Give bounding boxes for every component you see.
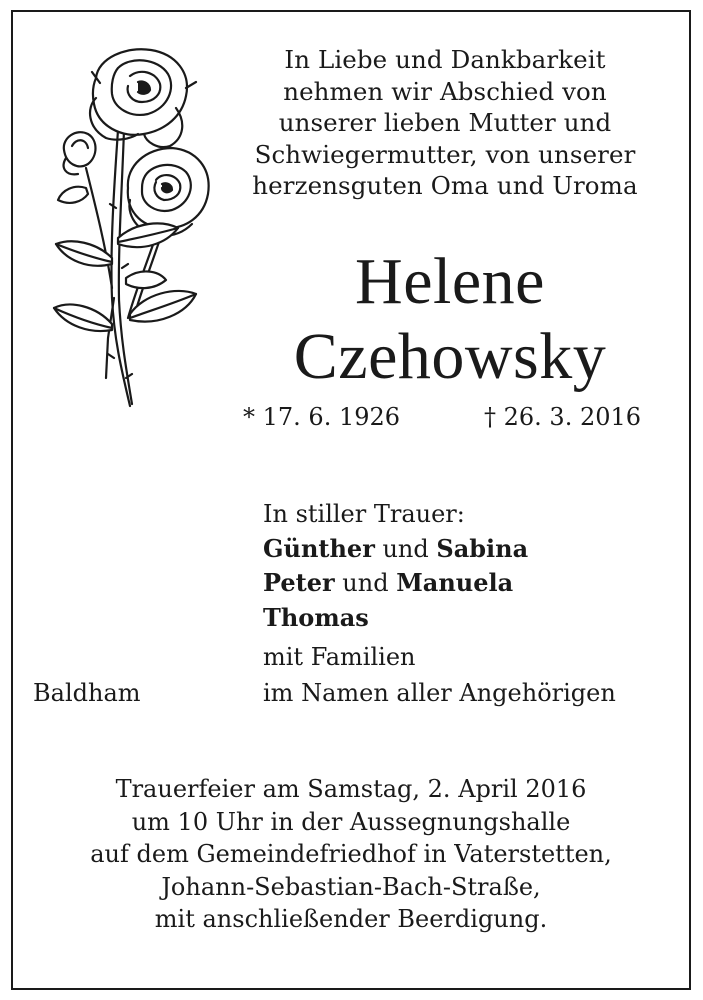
deceased-last-name: Czehowsky <box>293 320 607 393</box>
birth-date: * 17. 6. 1926 <box>243 403 401 431</box>
intro-line: unserer lieben Mutter und <box>278 108 612 137</box>
service-line: Trauerfeier am Samstag, 2. April 2016 <box>115 775 587 803</box>
rose-icon <box>26 38 216 418</box>
mourner-join: und <box>374 535 437 563</box>
mourners-heading: In stiller Trauer: <box>263 500 465 528</box>
mourners-all-relatives: im Namen aller Angehörigen <box>263 679 616 707</box>
mourners-families: mit Familien <box>263 643 416 671</box>
mourner-name: Thomas <box>263 603 369 632</box>
deceased-first-name: Helene <box>355 245 545 318</box>
mourner-name: Sabina <box>436 534 529 563</box>
death-date: † 26. 3. 2016 <box>484 403 642 431</box>
mourners-line-3 <box>263 601 683 635</box>
service-line: um 10 Uhr in der Aussegnungshalle <box>131 807 571 836</box>
intro-line: In Liebe und Dankbarkeit <box>284 45 606 74</box>
intro-line: herzensguten Oma und Uroma <box>252 171 638 200</box>
mourners-line-2 <box>263 566 683 600</box>
mourner-name: Manuela <box>396 568 514 597</box>
service-info <box>11 773 691 936</box>
intro-line: nehmen wir Abschied von <box>283 76 607 106</box>
service-line: Johann-Sebastian-Bach-Straße, <box>161 872 541 901</box>
mourner-join: und <box>334 569 397 597</box>
intro-text <box>225 44 665 202</box>
mourners-line-1 <box>263 532 683 566</box>
service-line: mit anschließender Beerdigung. <box>154 905 548 933</box>
mourner-name: Günther <box>263 534 375 563</box>
service-line: auf dem Gemeindefriedhof in Vaterstetten, <box>90 840 612 868</box>
place-name: Baldham <box>33 679 141 707</box>
intro-line: Schwiegermutter, von unserer <box>254 139 636 169</box>
mourner-name: Peter <box>263 568 335 597</box>
